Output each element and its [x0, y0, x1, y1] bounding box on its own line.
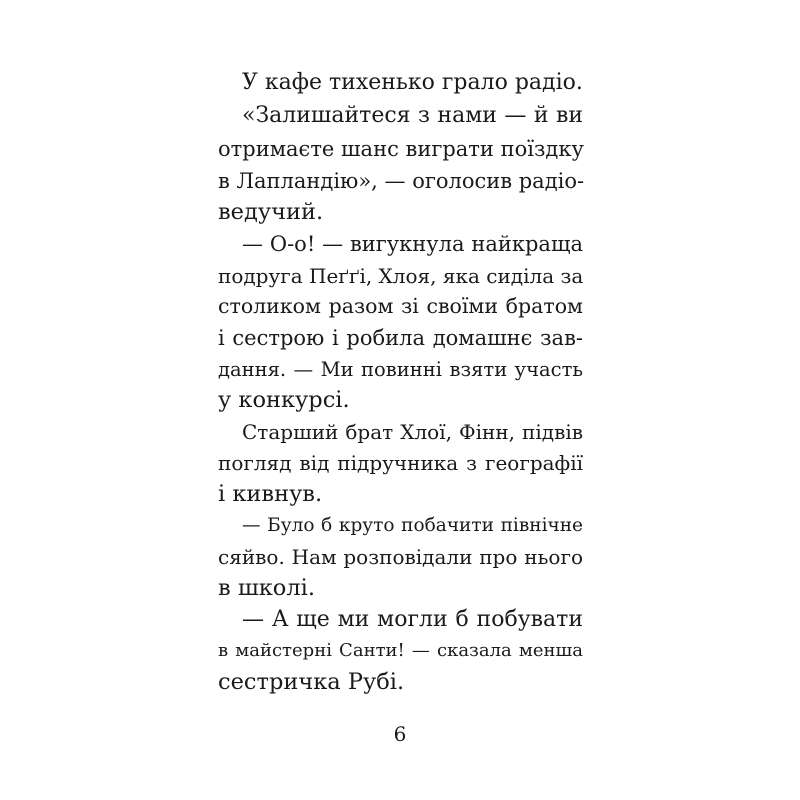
text-line: сестричка Рубі. — [218, 669, 405, 695]
text-line: і кивнув. — [218, 481, 323, 507]
text-line: в майстерні Санти! — сказала менша — [218, 640, 583, 661]
page-number: 6 — [393, 722, 407, 746]
text-line: в Лапландію», — оголосив радіо- — [218, 169, 585, 193]
text-line: — А ще ми могли б побувати — [242, 607, 583, 632]
text-line: У кафе тихенько грало радіо. — [242, 70, 583, 95]
text-line: подруга Пеґґі, Хлоя, яка сиділа за — [218, 264, 584, 288]
text-line: столиком разом зі своїми братом — [218, 294, 583, 318]
text-line: отримаєте шанс виграти поїздку — [218, 137, 584, 161]
text-line: у конкурсі. — [218, 387, 350, 413]
text-line: і сестрою і робила домашнє зав- — [218, 326, 583, 350]
text-line: дання. — Ми повинні взяти участь — [218, 358, 583, 381]
text-line: — Було б круто побачити північне — [242, 515, 583, 536]
text-line: погляд від підручника з географії — [218, 451, 583, 475]
text-line: ведучий. — [218, 199, 324, 225]
text-line: — О-о! — вигукнула найкраща — [242, 232, 583, 256]
text-line: «Залишайтеся з нами — й ви — [242, 103, 583, 128]
text-line: в школі. — [218, 575, 315, 601]
text-line: Старший брат Хлої, Фінн, підвів — [242, 420, 583, 444]
text-line: сяйво. Нам розповідали про нього — [218, 545, 583, 569]
